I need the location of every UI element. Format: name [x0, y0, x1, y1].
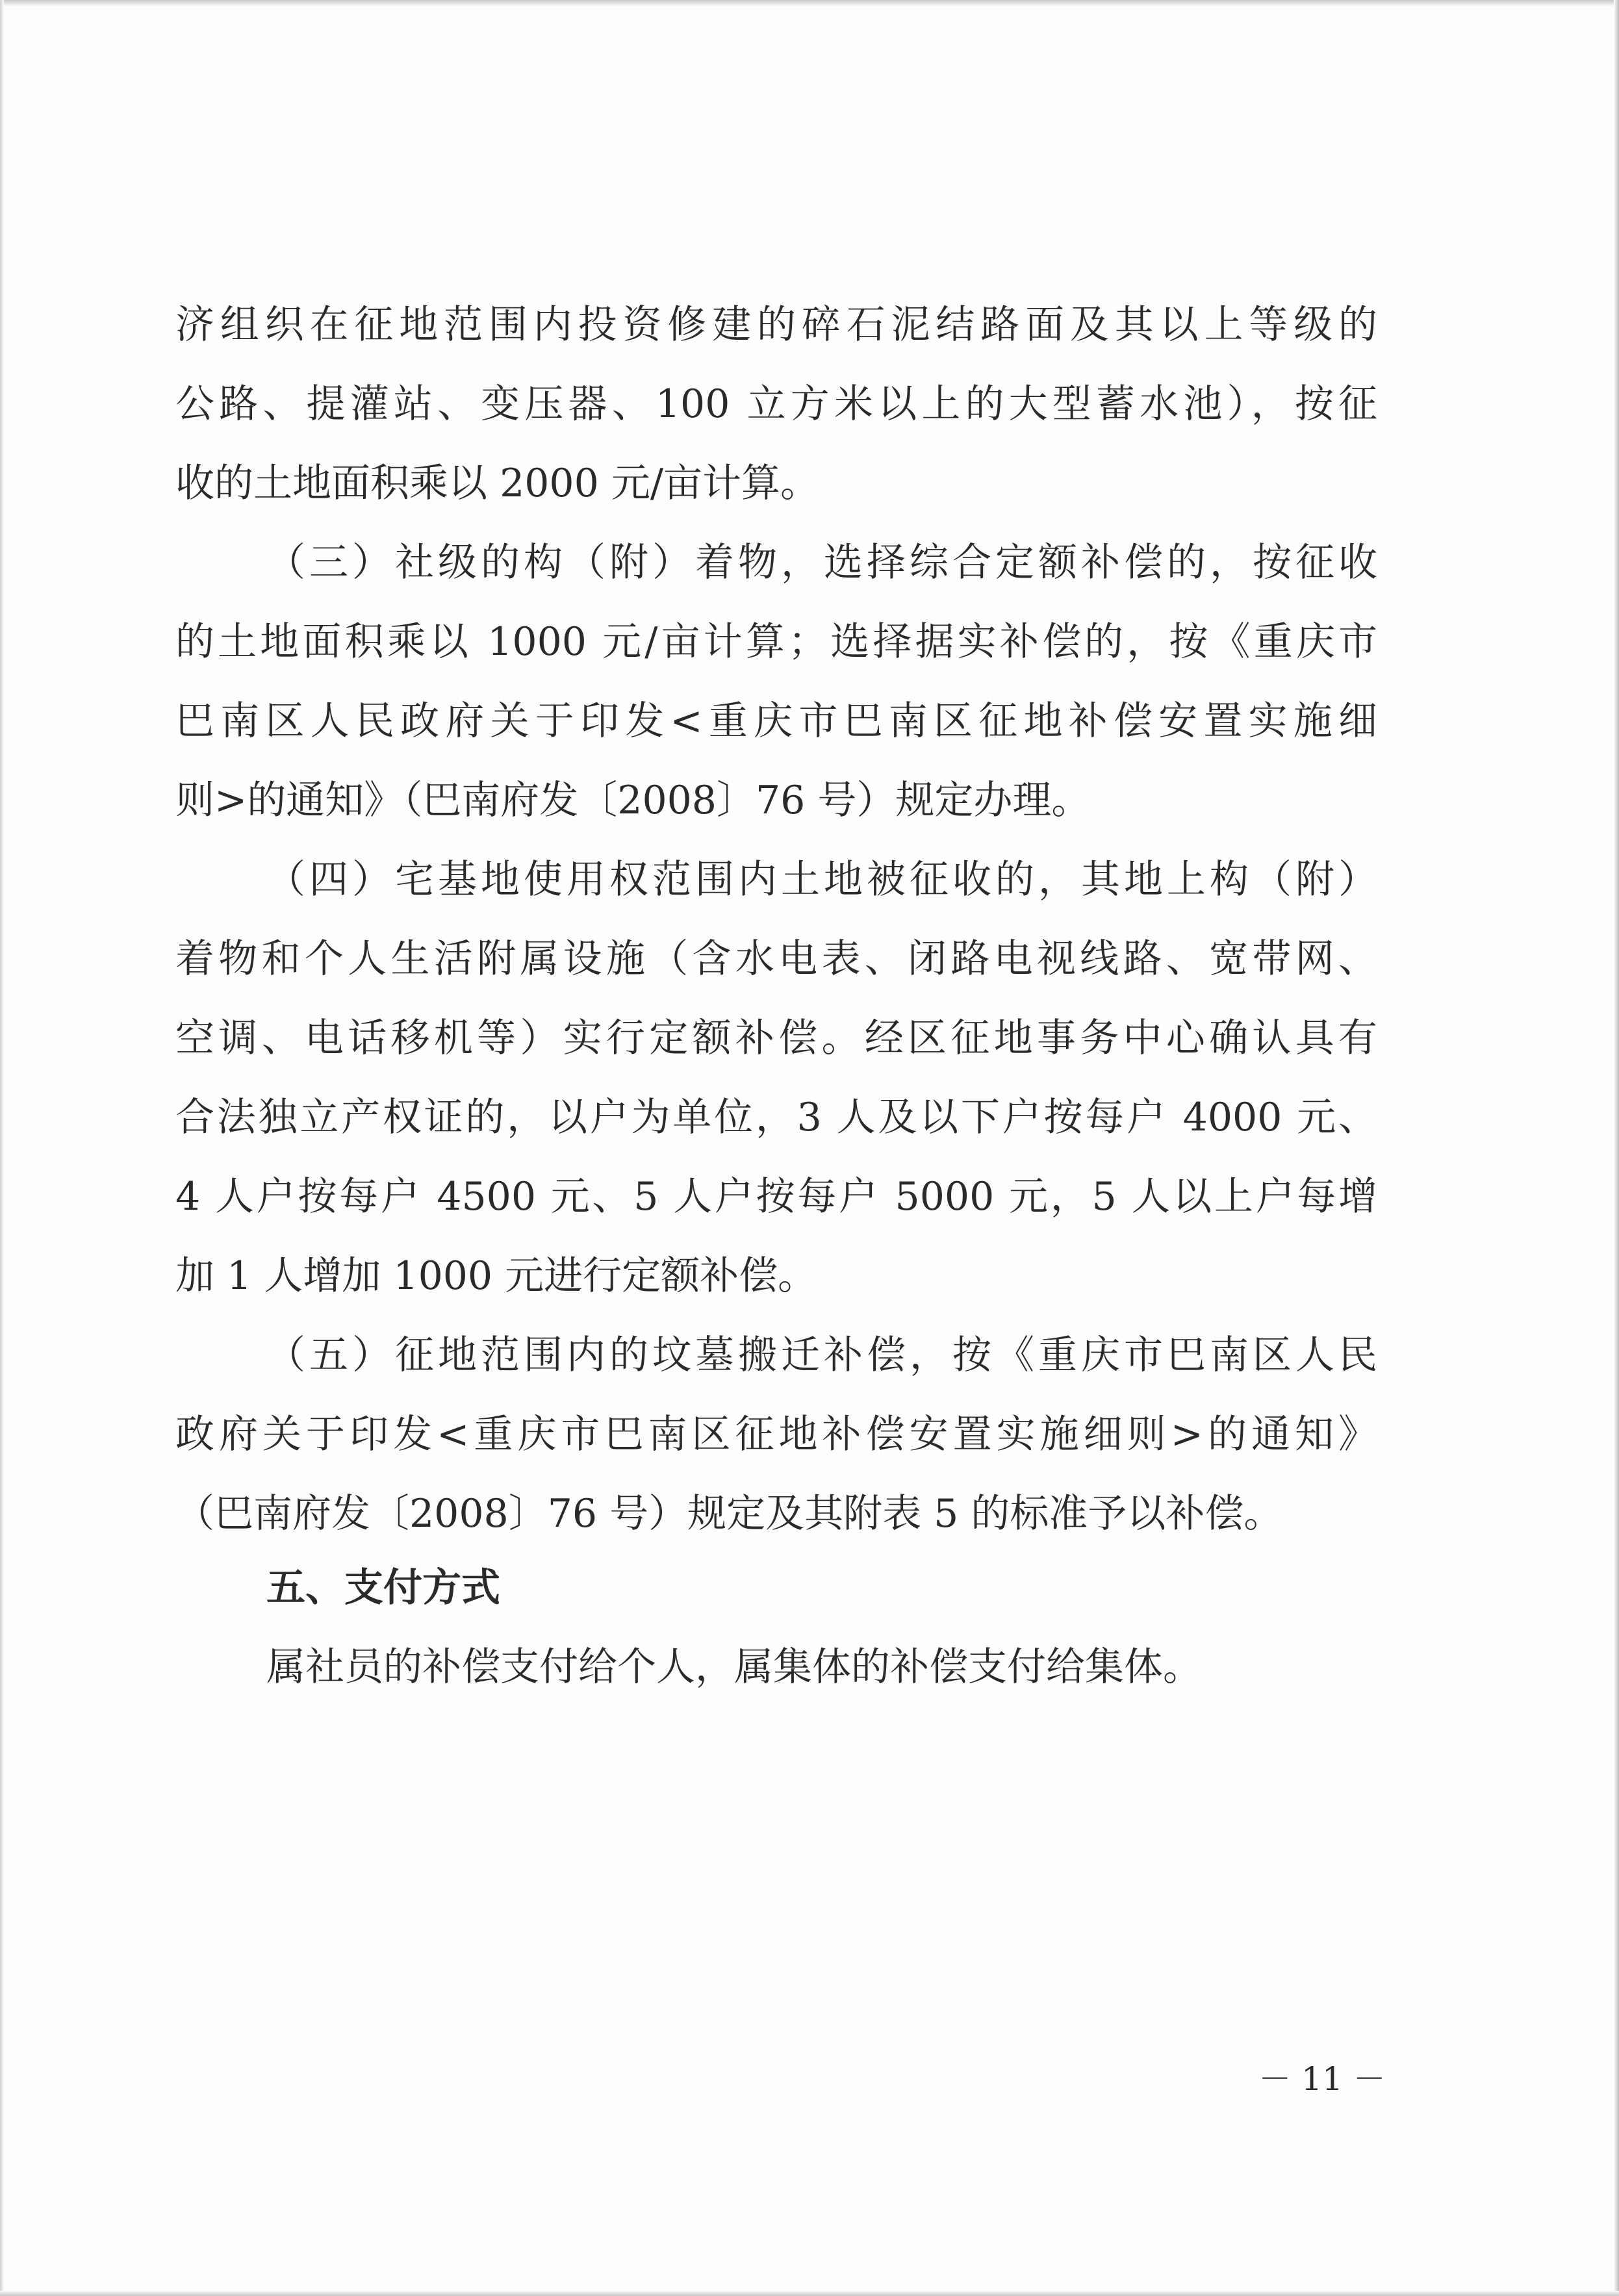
text-line: 收的土地面积乘以 2000 元/亩计算。 — [175, 461, 820, 506]
scan-edge-right — [1614, 0, 1619, 2296]
text-line: （三）社级的构（附）着物，选择综合定额补偿的，按征收 — [266, 540, 1377, 585]
text-line: 巴南区人民政府关于印发<重庆市巴南区征地补偿安置实施细 — [175, 698, 1377, 744]
scan-edge-top — [0, 0, 1619, 6]
scan-edge-bottom — [0, 2291, 1619, 2296]
page-number: － 11 － — [1258, 2060, 1386, 2098]
text-line: 济组织在征地范围内投资修建的碎石泥结路面及其以上等级的 — [175, 302, 1377, 348]
text-line: 属社员的补偿支付给个人，属集体的补偿支付给集体。 — [266, 1644, 1202, 1690]
text-line: 空调、电话移机等）实行定额补偿。经区征地事务中心确认具有 — [175, 1015, 1377, 1061]
text-line: 着物和个人生活附属设施（含水电表、闭路电视线路、宽带网、 — [175, 936, 1377, 982]
scan-edge-left — [0, 0, 4, 2296]
text-line: （四）宅基地使用权范围内土地被征收的，其地上构（附） — [266, 857, 1377, 902]
text-line: 合法独立产权证的，以户为单位，3 人及以下户按每户 4000 元、 — [175, 1095, 1377, 1140]
text-line: 4 人户按每户 4500 元、5 人户按每户 5000 元，5 人以上户每增 — [175, 1174, 1377, 1219]
text-line: （巴南府发〔2008〕76 号）规定及其附表 5 的标准予以补偿。 — [175, 1491, 1283, 1537]
text-line: 加 1 人增加 1000 元进行定额补偿。 — [175, 1253, 817, 1299]
text-line: 公路、提灌站、变压器、100 立方米以上的大型蓄水池），按征 — [175, 381, 1377, 427]
text-line: 则>的通知》（巴南府发〔2008〕76 号）规定办理。 — [175, 778, 1091, 823]
text-line: 政府关于印发<重庆市巴南区征地补偿安置实施细则>的通知》 — [175, 1412, 1377, 1457]
text-line: （五）征地范围内的坟墓搬迁补偿，按《重庆市巴南区人民 — [266, 1333, 1377, 1378]
text-line: 的土地面积乘以 1000 元/亩计算；选择据实补偿的，按《重庆市 — [175, 619, 1377, 665]
section-heading: 五、支付方式 — [266, 1565, 500, 1611]
